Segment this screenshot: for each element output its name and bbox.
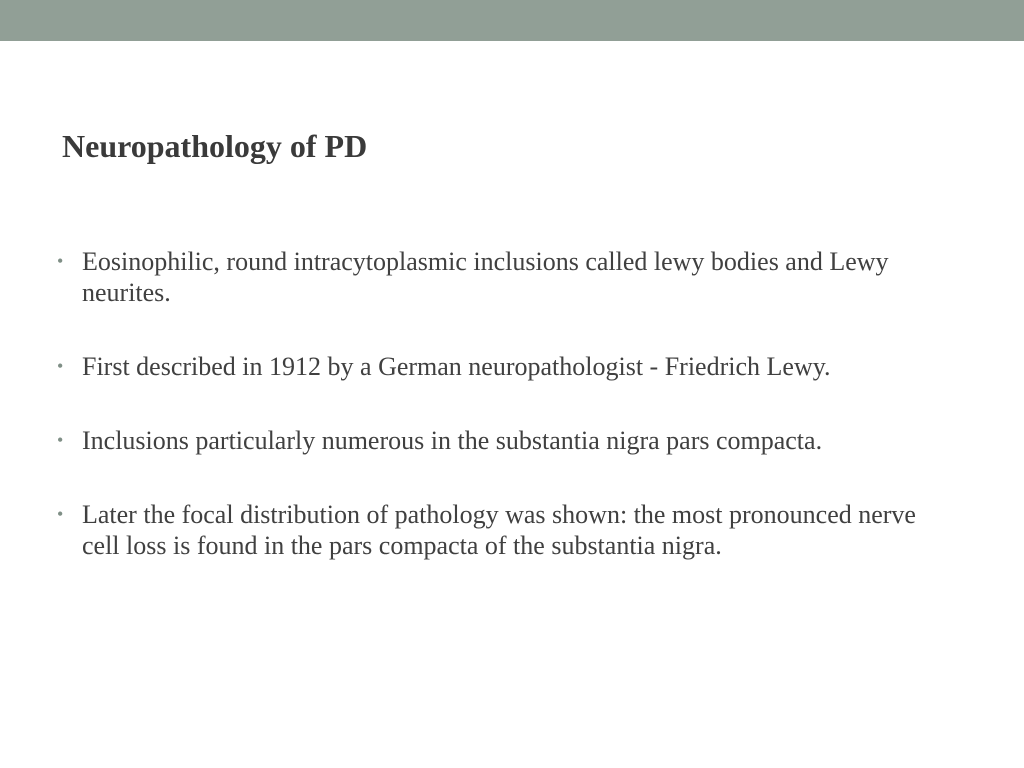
bullet-dot-icon: • <box>57 356 64 376</box>
bullet-text-2: First described in 1912 by a German neuropathologist - Friedrich Lewy. <box>82 352 831 381</box>
bullet-item-3 <box>57 425 957 456</box>
bullet-item-2 <box>57 351 957 382</box>
bullet-text-1: Eosinophilic, round intracytoplasmic inclusions called lewy bodies and Lewy neurites. <box>82 247 889 307</box>
bullet-dot-icon: • <box>57 430 64 450</box>
top-accent-band <box>0 0 1024 41</box>
bullet-list <box>57 246 957 604</box>
slide-title: Neuropathology of PD <box>62 128 368 164</box>
bullet-item-1 <box>57 246 957 308</box>
bullet-item-4 <box>57 499 957 561</box>
bullet-text-4: Later the focal distribution of pathology was shown: the most pronounced nerve cell loss is found in the pars compacta of the substantia nigra. <box>82 500 916 560</box>
bullet-dot-icon: • <box>57 504 64 524</box>
bullet-dot-icon: • <box>57 251 64 271</box>
bullet-text-3: Inclusions particularly numerous in the substantia nigra pars compacta. <box>82 426 823 455</box>
